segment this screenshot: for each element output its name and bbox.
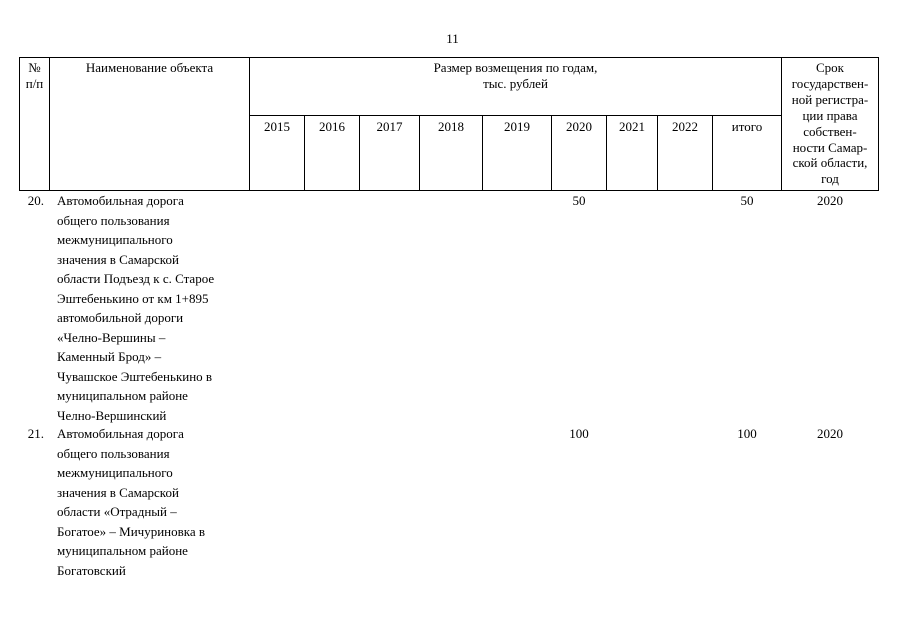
header-year-2017: 2017 [376,119,403,134]
header-year-2020: 2020 [566,119,592,134]
row-value-2020: 100 [569,426,589,441]
row-object-name: Автомобильная дорога общего пользования межмуниципального значения в Самарской области «Отрадный – Богатое» – Мичуриновка в муниципальном районе Богатовский [57,426,206,578]
row-term: 2020 [817,193,843,208]
row-object-name: Автомобильная дорога общего пользования межмуниципального значения в Самарской области Подъезд к с. Старое Эштебенькино от км 1+895 автомобильной дороги «Челно-Вершины – Каменный Брод» – Чувашское Эштебенькино в муниципальном районе Челно-Вершинский [57,193,215,423]
header-total: итого [731,119,763,134]
header-col-term: Срок государствен- ной регистра- ции права собствен- ности Самар- ской области, год [791,60,869,187]
header-year-2021: 2021 [619,119,645,134]
row-number: 20. [27,193,44,208]
row-number: 21. [27,426,44,441]
row-value-total: 100 [737,426,757,441]
header-year-2019: 2019 [504,119,530,134]
header-col-name: Наименование объекта [85,60,214,75]
header-year-2018: 2018 [438,119,464,134]
header-year-2015: 2015 [264,119,290,134]
header-year-2016: 2016 [319,119,345,134]
header-year-2022: 2022 [672,119,698,134]
page-number: 11 [446,31,459,46]
header-col-amount: Размер возмещения по годам, тыс. рублей [433,60,598,91]
row-value-2020: 50 [572,193,586,208]
header-col-num: № п/п [25,60,44,91]
row-term: 2020 [817,426,843,441]
row-value-total: 50 [740,193,754,208]
